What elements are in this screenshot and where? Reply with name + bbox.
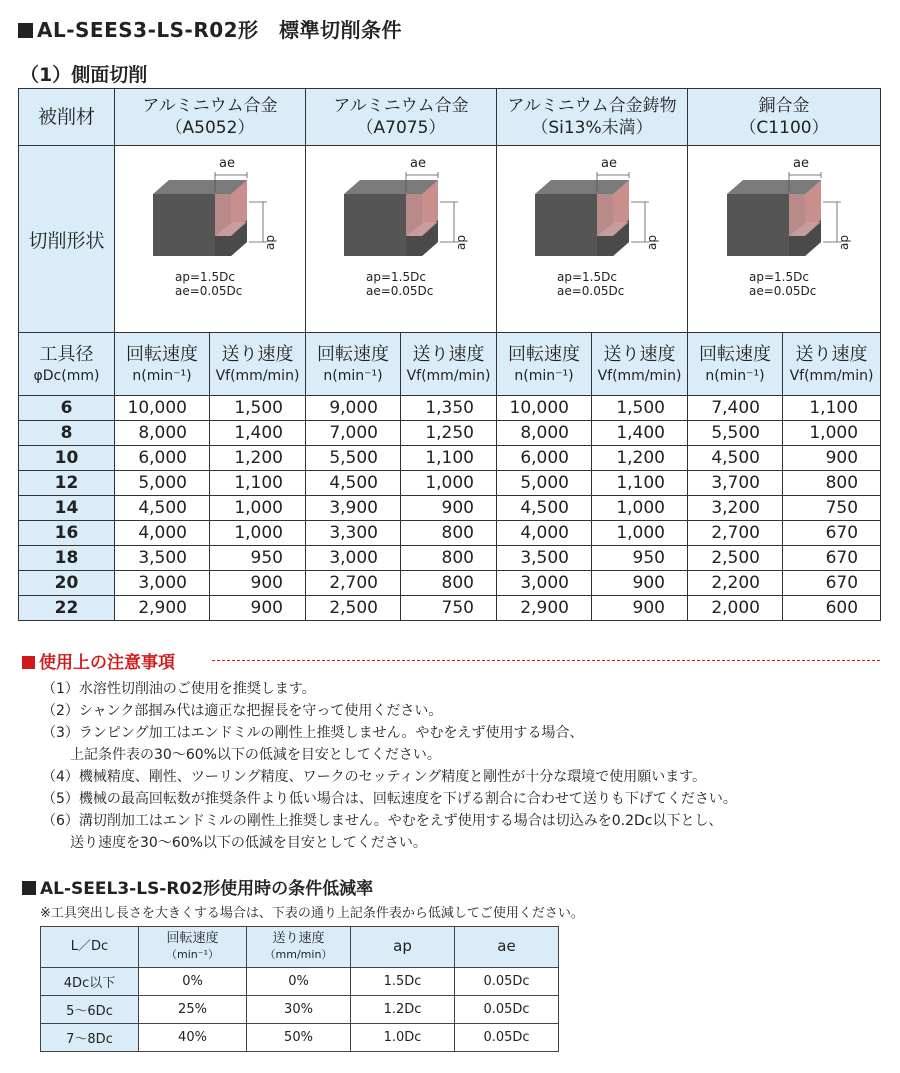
rpm-cell: 2,500 (688, 546, 783, 571)
ap-label: ap (645, 235, 659, 250)
shape-label: 切削形状 (19, 146, 115, 333)
material-header (688, 89, 881, 146)
reduction-cell: 4Dc以下 (41, 968, 139, 996)
rpm-cell: 7,400 (688, 396, 783, 421)
feed-cell: 900 (210, 596, 306, 621)
square-bullet-icon (18, 23, 33, 38)
feed-header (401, 333, 497, 396)
feed-cell: 950 (210, 546, 306, 571)
reduction-cell: 1.0Dc (351, 1024, 455, 1052)
tool-diameter-cell: 18 (19, 546, 115, 571)
rpm-cell: 7,000 (306, 421, 401, 446)
feed-cell: 1,000 (210, 496, 306, 521)
header-text: ae (497, 937, 516, 955)
reduction-header (41, 927, 139, 968)
feed-cell: 670 (783, 546, 881, 571)
square-bullet-icon (22, 656, 35, 669)
rpm-cell: 2,900 (115, 596, 210, 621)
feed-cell: 600 (783, 596, 881, 621)
caution-item: 上記条件表の30～60%以下の低減を目安としてください。 (70, 747, 441, 763)
feed-cell: 1,200 (592, 446, 688, 471)
feed-cell: 1,100 (210, 471, 306, 496)
material-label: 被削材 (19, 89, 115, 146)
rpm-header (115, 333, 210, 396)
ap-value: ap=1.5Dc (749, 270, 809, 284)
feed-cell: 750 (401, 596, 497, 621)
rpm-cell: 3,300 (306, 521, 401, 546)
reduction-cell: 0.05Dc (455, 1024, 559, 1052)
table-row (19, 496, 881, 521)
reduction-cell: 1.5Dc (351, 968, 455, 996)
feed-cell: 1,100 (592, 471, 688, 496)
tool-diameter-cell: 20 (19, 571, 115, 596)
cutting-params (749, 270, 816, 298)
rpm-cell: 5,000 (115, 471, 210, 496)
rpm-cell: 3,200 (688, 496, 783, 521)
table-row (19, 396, 881, 421)
material-header (306, 89, 497, 146)
table-row (19, 571, 881, 596)
reduction-cell: 5～6Dc (41, 996, 139, 1024)
column-header-row (19, 333, 881, 396)
feed-cell: 1,200 (210, 446, 306, 471)
reduction-cell: 7～8Dc (41, 1024, 139, 1052)
feed-cell: 900 (592, 596, 688, 621)
reduction-row (41, 1024, 559, 1052)
header-unit: Vf(mm/min) (406, 368, 491, 384)
reduction-note: ※工具突出し長さを大きくする場合は、下表の通り上記条件表から低減してご使用ください。 (40, 906, 584, 921)
caution-item: （4）機械精度、剛性、ツーリング精度、ワークのセッティング精度と剛性が十分な環境で使用願います。 (42, 769, 707, 785)
feed-cell: 1,000 (592, 496, 688, 521)
caution-item: （2）シャンク部掴み代は適正な把握長を守って使用ください。 (42, 703, 443, 719)
header-text: 送り速度 (412, 344, 485, 365)
reduction-row (41, 968, 559, 996)
cutting-params (175, 270, 242, 298)
feed-cell: 1,000 (592, 521, 688, 546)
header-text: 回転速度 (699, 344, 771, 365)
tool-diameter-cell: 16 (19, 521, 115, 546)
section-subtitle: （1）側面切削 (20, 64, 148, 86)
header-unit: Vf(mm/min) (215, 368, 300, 384)
cutting-shape-row (19, 146, 881, 333)
rpm-cell: 5,000 (497, 471, 592, 496)
reduction-row (41, 996, 559, 1024)
reduction-header (139, 927, 247, 968)
header-unit: Vf(mm/min) (789, 368, 874, 384)
feed-cell: 900 (210, 571, 306, 596)
table-row (19, 596, 881, 621)
rpm-cell: 4,500 (688, 446, 783, 471)
feed-cell: 670 (783, 571, 881, 596)
caution-item: （5）機械の最高回転数が推奨条件より低い場合は、回転速度を下げる割合に合わせて送りも下げてください。 (42, 791, 737, 807)
ae-value: ae=0.05Dc (366, 284, 434, 298)
rpm-cell: 2,700 (688, 521, 783, 546)
page-title (18, 14, 402, 43)
table-row (19, 471, 881, 496)
caution-item: （6）溝切削加工はエンドミルの剛性上推奨しません。やむをえず使用する場合は切込みを0.2Dc以下とし、 (42, 813, 723, 829)
feed-cell: 750 (783, 496, 881, 521)
rpm-cell: 6,000 (497, 446, 592, 471)
feed-cell: 900 (592, 571, 688, 596)
material-name: アルミニウム合金鋳物 (507, 96, 677, 116)
header-text: 回転速度 (317, 344, 389, 365)
feed-cell: 1,500 (592, 396, 688, 421)
header-unit: n(min⁻¹) (132, 368, 192, 384)
ae-label: ae (219, 156, 235, 171)
rpm-cell: 8,000 (497, 421, 592, 446)
rpm-cell: 2,700 (306, 571, 401, 596)
material-code: （A7075） (356, 118, 446, 138)
feed-cell: 1,000 (783, 421, 881, 446)
material-header-row (19, 89, 881, 146)
header-unit: n(min⁻¹) (514, 368, 574, 384)
tool-diameter-cell: 6 (19, 396, 115, 421)
square-bullet-icon (22, 881, 36, 895)
ae-label: ae (410, 156, 426, 171)
rpm-cell: 2,000 (688, 596, 783, 621)
rpm-cell: 4,000 (497, 521, 592, 546)
ae-value: ae=0.05Dc (749, 284, 817, 298)
header-text: 送り速度 (795, 344, 868, 365)
material-code: （A5052） (165, 118, 255, 138)
rpm-cell: 3,900 (306, 496, 401, 521)
feed-header (210, 333, 306, 396)
feed-cell: 1,100 (783, 396, 881, 421)
cutting-shape-diagram (688, 146, 881, 333)
reduction-cell: 30% (247, 996, 351, 1024)
tool-diameter-cell: 10 (19, 446, 115, 471)
header-text: 回転速度 (126, 344, 198, 365)
rpm-cell: 5,500 (688, 421, 783, 446)
shape-diagram (497, 146, 687, 332)
rpm-cell: 3,500 (497, 546, 592, 571)
feed-cell: 1,250 (401, 421, 497, 446)
rpm-cell: 10,000 (115, 396, 210, 421)
rpm-cell: 4,500 (115, 496, 210, 521)
header-unit: φDc(mm) (33, 368, 100, 384)
material-header (115, 89, 306, 146)
header-unit: n(min⁻¹) (705, 368, 765, 384)
rpm-header (306, 333, 401, 396)
feed-cell: 950 (592, 546, 688, 571)
feed-cell: 1,400 (210, 421, 306, 446)
reduction-cell: 0.05Dc (455, 968, 559, 996)
feed-cell: 1,400 (592, 421, 688, 446)
tool-diameter-header (19, 333, 115, 396)
ap-value: ap=1.5Dc (366, 270, 426, 284)
table-row (19, 546, 881, 571)
header-text: ap (393, 937, 412, 955)
cutting-shape-diagram (115, 146, 306, 333)
shape-diagram (689, 146, 879, 332)
header-text: L／Dc (70, 939, 109, 954)
tool-diameter-cell: 22 (19, 596, 115, 621)
material-code: （C1100） (739, 118, 829, 138)
reduction-cell: 40% (139, 1024, 247, 1052)
feed-cell: 900 (401, 496, 497, 521)
tool-diameter-cell: 8 (19, 421, 115, 446)
feed-cell: 800 (783, 471, 881, 496)
header-unit: （min⁻¹） (166, 948, 219, 961)
rpm-cell: 3,500 (115, 546, 210, 571)
rpm-cell: 2,900 (497, 596, 592, 621)
rpm-cell: 3,000 (306, 546, 401, 571)
header-text: 送り速度 (272, 931, 325, 946)
feed-cell: 1,350 (401, 396, 497, 421)
data-rows (19, 396, 881, 621)
rpm-cell: 10,000 (497, 396, 592, 421)
feed-cell: 1,500 (210, 396, 306, 421)
table-row (19, 521, 881, 546)
header-text: 工具径 (39, 344, 94, 365)
rpm-cell: 3,000 (497, 571, 592, 596)
rpm-cell: 4,500 (306, 471, 401, 496)
shape-diagram (306, 146, 496, 332)
material-header (497, 89, 688, 146)
rpm-cell: 8,000 (115, 421, 210, 446)
material-name: アルミニウム合金 (142, 96, 278, 116)
page-title-text: AL-SEES3-LS-R02形 標準切削条件 (37, 18, 403, 42)
feed-cell: 1,100 (401, 446, 497, 471)
rpm-cell: 9,000 (306, 396, 401, 421)
rpm-cell: 4,500 (497, 496, 592, 521)
caution-item: （3）ランピング加工はエンドミルの剛性上推奨しません。やむをえず使用する場合、 (42, 725, 584, 741)
feed-cell: 670 (783, 521, 881, 546)
reduction-cell: 50% (247, 1024, 351, 1052)
ap-value: ap=1.5Dc (175, 270, 235, 284)
rpm-cell: 3,700 (688, 471, 783, 496)
rpm-cell: 4,000 (115, 521, 210, 546)
caution-item: 送り速度を30～60%以下の低減を目安としてください。 (70, 835, 427, 851)
ae-value: ae=0.05Dc (557, 284, 625, 298)
cautions-heading-text: 使用上の注意事項 (39, 653, 175, 673)
header-unit: Vf(mm/min) (597, 368, 682, 384)
material-name: 銅合金 (758, 96, 810, 116)
ap-label: ap (454, 235, 468, 250)
divider (212, 660, 880, 661)
tool-diameter-cell: 14 (19, 496, 115, 521)
reduction-rows (41, 968, 559, 1052)
header-unit: n(min⁻¹) (323, 368, 383, 384)
header-unit: （mm/min） (264, 948, 333, 961)
rpm-header (688, 333, 783, 396)
feed-cell: 1,000 (210, 521, 306, 546)
cutting-shape-diagram (497, 146, 688, 333)
feed-cell: 800 (401, 521, 497, 546)
reduction-cell: 0% (139, 968, 247, 996)
reduction-table (40, 926, 559, 1052)
reduction-cell: 1.2Dc (351, 996, 455, 1024)
feed-cell: 1,000 (401, 471, 497, 496)
reduction-heading (22, 874, 373, 899)
cutting-params (557, 270, 624, 298)
material-code: （Si13%未満） (531, 118, 653, 138)
header-text: 回転速度 (508, 344, 580, 365)
rpm-cell: 6,000 (115, 446, 210, 471)
header-text: 送り速度 (221, 344, 294, 365)
table-row (19, 446, 881, 471)
rpm-cell: 2,200 (688, 571, 783, 596)
tool-diameter-cell: 12 (19, 471, 115, 496)
rpm-header (497, 333, 592, 396)
reduction-header (455, 927, 559, 968)
cutting-shape-diagram (306, 146, 497, 333)
feed-header (592, 333, 688, 396)
reduction-header (247, 927, 351, 968)
cautions-list (42, 678, 737, 854)
reduction-header-row (41, 927, 559, 968)
material-name: アルミニウム合金 (333, 96, 469, 116)
feed-cell: 800 (401, 546, 497, 571)
caution-item: （1）水溶性切削油のご使用を推奨します。 (42, 681, 316, 697)
rpm-cell: 3,000 (115, 571, 210, 596)
feed-header (783, 333, 881, 396)
cutting-params (366, 270, 433, 298)
header-text: 送り速度 (603, 344, 676, 365)
rpm-cell: 5,500 (306, 446, 401, 471)
reduction-header (351, 927, 455, 968)
reduction-cell: 0.05Dc (455, 996, 559, 1024)
ap-label: ap (837, 235, 851, 250)
reduction-heading-text: AL-SEEL3-LS-R02形使用時の条件低減率 (40, 879, 374, 899)
ae-label: ae (793, 156, 809, 171)
ae-label: ae (601, 156, 617, 171)
table-row (19, 421, 881, 446)
shape-diagram (115, 146, 305, 332)
ae-value: ae=0.05Dc (175, 284, 243, 298)
reduction-cell: 0% (247, 968, 351, 996)
cautions-heading (22, 648, 175, 673)
rpm-cell: 2,500 (306, 596, 401, 621)
cutting-conditions-table (18, 88, 881, 621)
ap-label: ap (263, 235, 277, 250)
feed-cell: 900 (783, 446, 881, 471)
feed-cell: 800 (401, 571, 497, 596)
header-text: 回転速度 (166, 931, 219, 946)
reduction-cell: 25% (139, 996, 247, 1024)
ap-value: ap=1.5Dc (557, 270, 617, 284)
